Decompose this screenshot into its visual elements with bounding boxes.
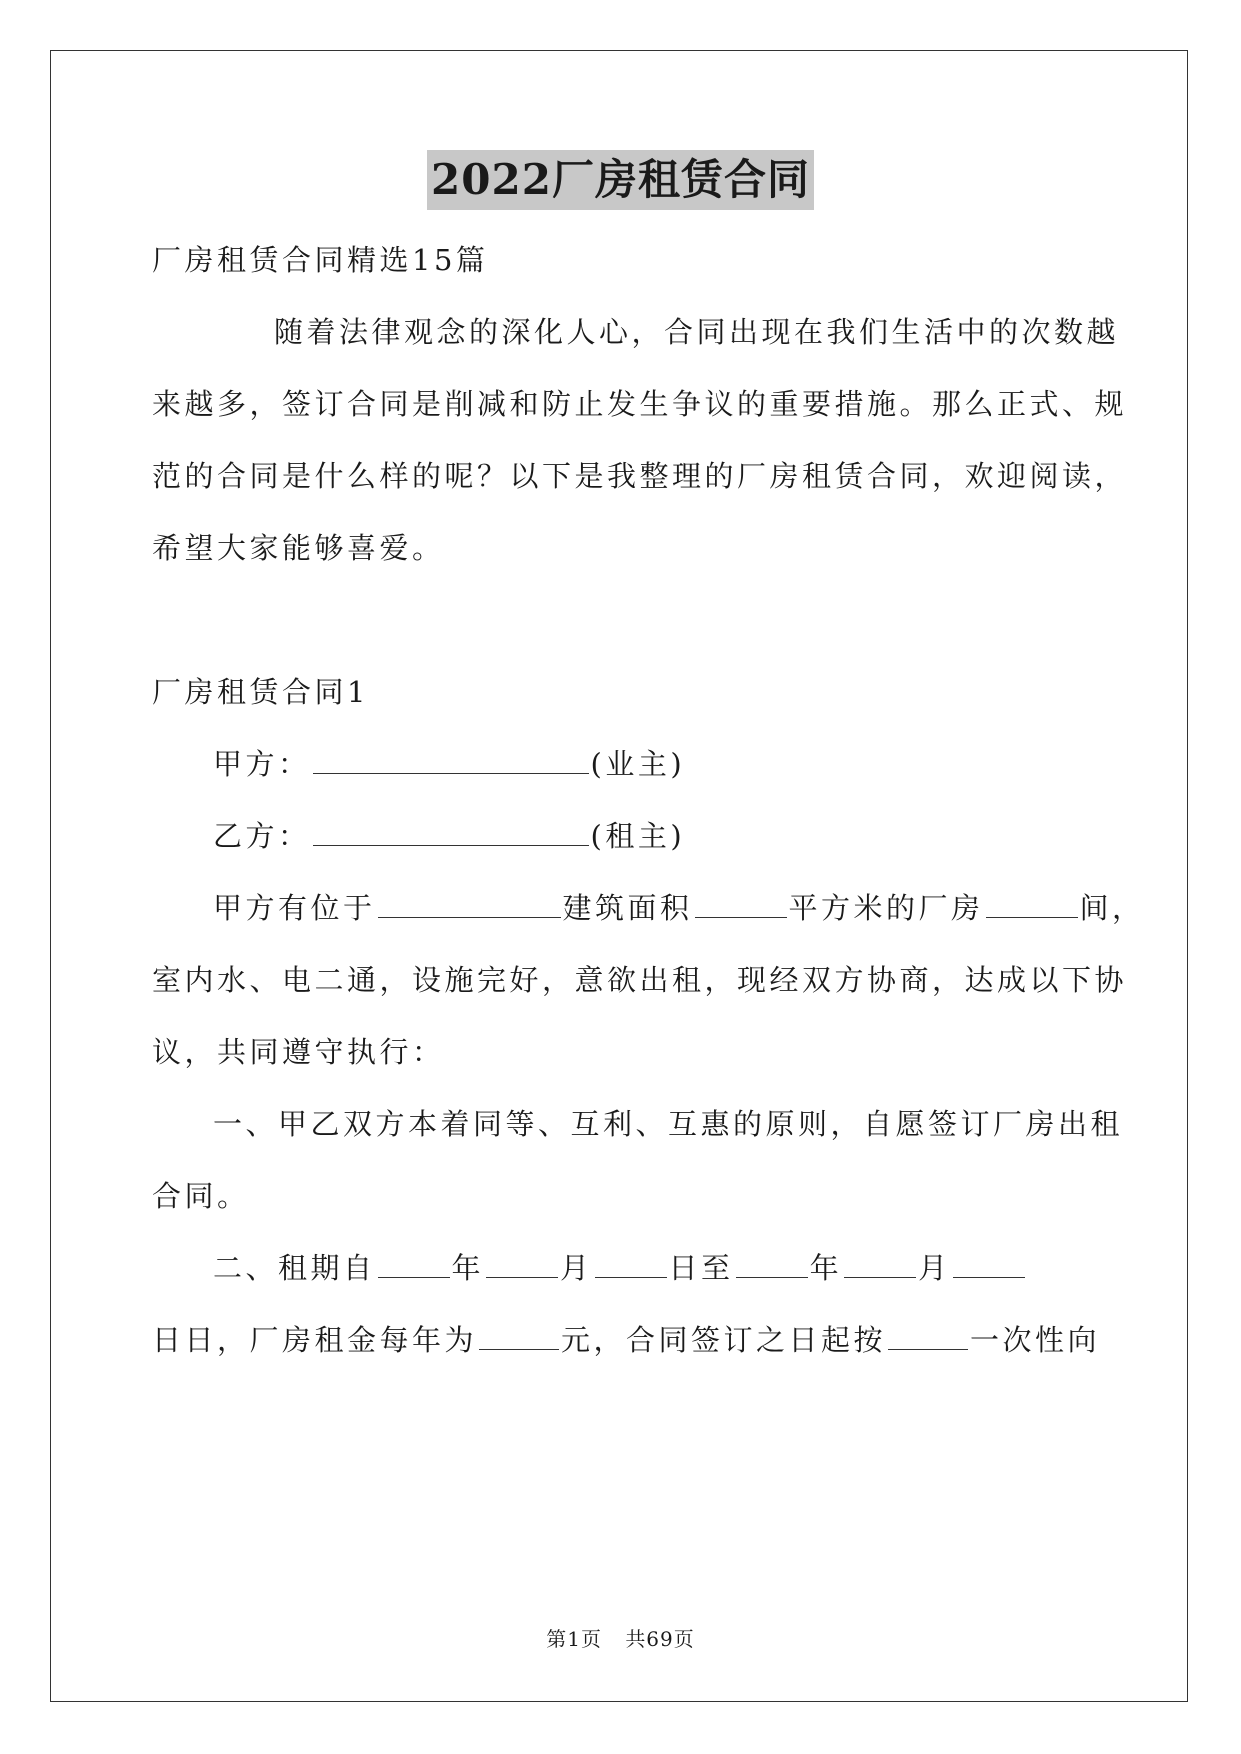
- start-year-blank: [378, 1249, 450, 1278]
- intro-line-1: 随着法律观念的深化人心，合同出现在我们生活中的次数越: [274, 315, 1120, 349]
- clause2-text-4: 日至: [668, 1251, 734, 1285]
- page-number: 第1页: [546, 1627, 602, 1651]
- section-heading: 厂房租赁合同1: [152, 675, 369, 709]
- document-title: 2022厂房租赁合同: [427, 150, 814, 210]
- party-b-line: [213, 816, 685, 856]
- page-footer: [0, 1623, 1241, 1652]
- area-blank: [695, 889, 787, 918]
- party-b-blank: [313, 817, 589, 846]
- para1-text-3: 平方米的厂房: [788, 891, 984, 925]
- para1-line-3: 议，共同遵守执行：: [152, 1035, 445, 1069]
- payment-period-blank: [888, 1321, 968, 1350]
- party-b-suffix: (租主): [590, 819, 686, 853]
- intro-line-4: 希望大家能够喜爱。: [152, 531, 445, 565]
- clause2-text-6: 月: [918, 1251, 951, 1285]
- clause1-line-1: 一、甲乙双方本着同等、互利、互惠的原则，自愿签订厂房出租: [213, 1107, 1124, 1141]
- total-pages: 共69页: [625, 1627, 695, 1651]
- clause2-line-2: [152, 1320, 1100, 1360]
- document-subtitle: 厂房租赁合同精选15篇: [152, 243, 489, 277]
- end-day-blank: [953, 1249, 1025, 1278]
- party-a-label: 甲方：: [213, 747, 311, 781]
- end-year-blank: [736, 1249, 808, 1278]
- clause2-text-3: 月: [560, 1251, 593, 1285]
- clause2-l2-text-1: 日日，厂房租金每年为: [152, 1323, 478, 1357]
- party-a-blank: [313, 745, 589, 774]
- para1-text-2: 建筑面积: [562, 891, 693, 925]
- clause1-line-2: 合同。: [152, 1179, 250, 1213]
- clause2-line-1: [213, 1248, 1027, 1288]
- clause2-text-2: 年: [451, 1251, 485, 1285]
- start-day-blank: [595, 1249, 667, 1278]
- party-a-suffix: (业主): [590, 747, 686, 781]
- clause2-text-1: 二、租期自: [213, 1251, 376, 1285]
- party-a-line: [213, 744, 685, 784]
- annual-rent-blank: [479, 1321, 559, 1350]
- para1-text-1: 甲方有位于: [213, 891, 376, 925]
- page-border: [50, 50, 1188, 1702]
- intro-line-3: 范的合同是什么样的呢？以下是我整理的厂房租赁合同，欢迎阅读，: [152, 459, 1128, 493]
- start-month-blank: [486, 1249, 558, 1278]
- clause2-l2-text-2: 元，合同签订之日起按: [561, 1323, 887, 1357]
- clause2-text-5: 年: [809, 1251, 843, 1285]
- para1-text-4: 间，: [1079, 891, 1145, 925]
- para1-line-2: 室内水、电二通，设施完好，意欲出租，现经双方协商，达成以下协: [152, 963, 1128, 997]
- rooms-blank: [986, 889, 1078, 918]
- intro-line-2: 来越多，签订合同是削减和防止发生争议的重要措施。那么正式、规: [152, 387, 1128, 421]
- clause2-l2-text-3: 一次性向: [970, 1323, 1101, 1357]
- party-b-label: 乙方：: [213, 819, 311, 853]
- end-month-blank: [844, 1249, 916, 1278]
- location-blank: [378, 889, 561, 918]
- para1-line-1: [213, 888, 1145, 928]
